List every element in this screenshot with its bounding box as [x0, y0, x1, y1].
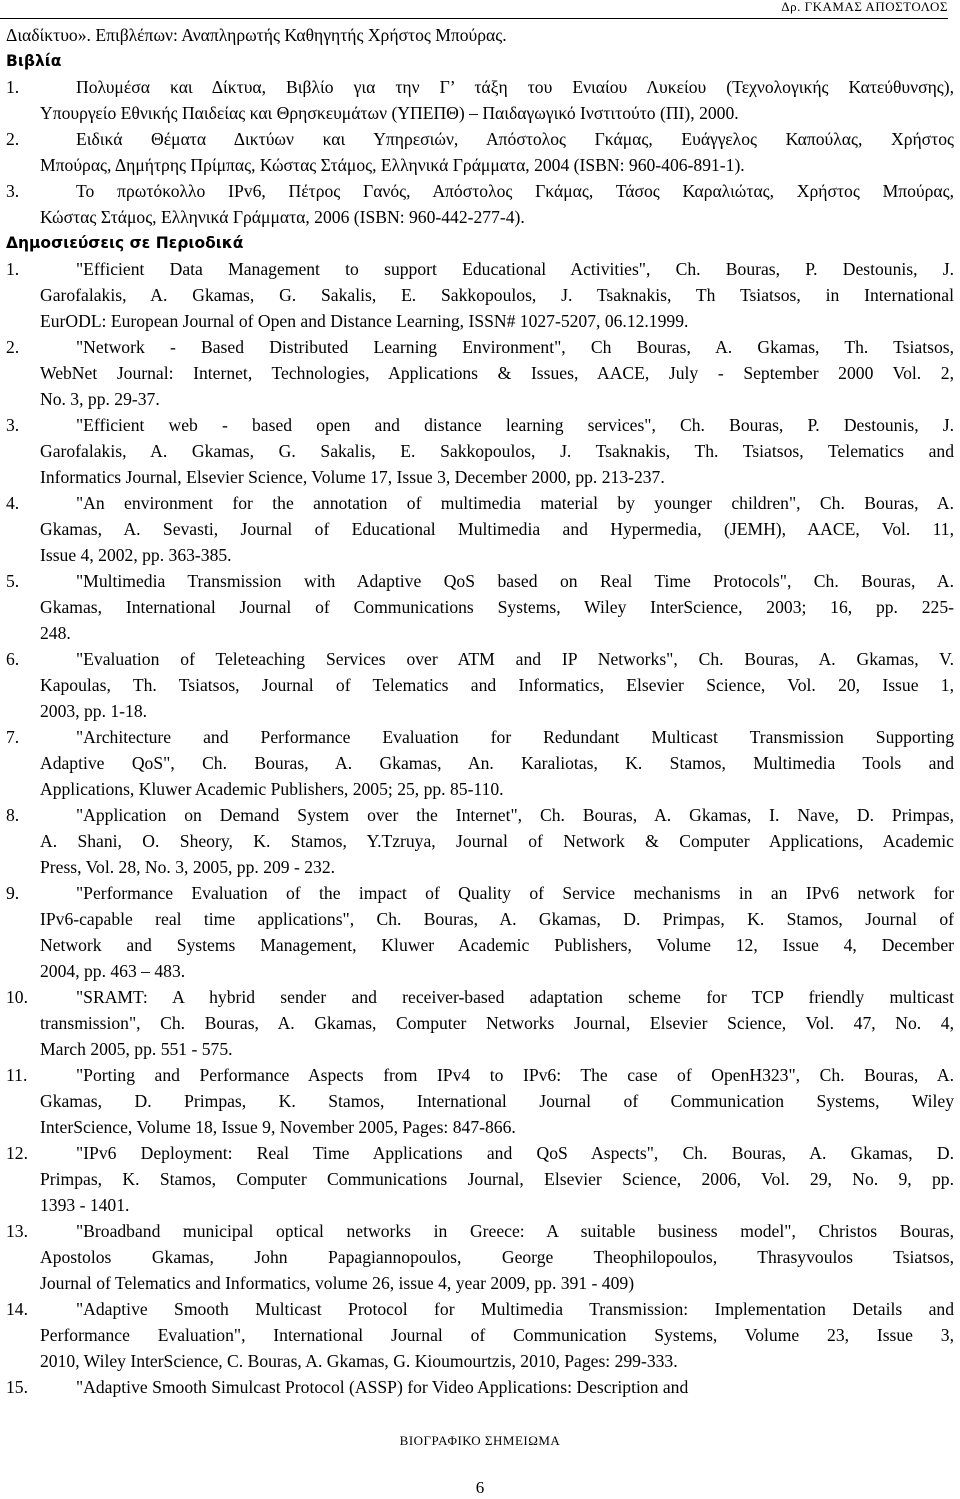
item-line: Ειδικά Θέματα Δικτύων και Υπηρεσιών, Απόστολος Γκάμας, Ευάγγελος Καπούλας, Χρήστος	[76, 129, 954, 149]
header-text: Δρ. ΓΚΑΜΑΣ ΑΠΟΣΤΟΛΟΣ	[781, 0, 948, 14]
item-line: 2004, pp. 463 – 483.	[40, 961, 186, 981]
item-line: Apostolos Gkamas, John Papagiannopoulos, George Theophilopoulos, Thrasyvoulos Tsiatsos,	[40, 1247, 954, 1267]
item-line: "Application on Demand System over the Internet", Ch. Bouras, A. Gkamas, I. Nave, D. Primpas,	[76, 805, 954, 825]
item-line: "Efficient web - based open and distance learning services", Ch. Bouras, P. Destounis, J.	[76, 415, 954, 435]
list-item	[6, 126, 954, 178]
item-line: Performance Evaluation", International Journal of Communication Systems, Volume 23, Issue 3,	[40, 1325, 954, 1345]
item-line: Πολυμέσα και Δίκτυα, Βιβλίο για την Γ’ τάξη του Ενιαίου Λυκείου (Τεχνολογικής Κατεύθυνσης),	[76, 77, 954, 97]
item-number: 4.	[6, 493, 20, 513]
item-line: "Performance Evaluation of the impact of Quality of Service mechanisms in an IPv6 network for	[76, 883, 954, 903]
item-number: 3.	[6, 415, 20, 435]
list-item	[6, 984, 954, 1062]
item-number: 5.	[6, 571, 20, 591]
item-line: "IPv6 Deployment: Real Time Applications and QoS Aspects", Ch. Bouras, A. Gkamas, D.	[76, 1143, 954, 1163]
journals-list	[6, 256, 954, 1400]
item-line: Garofalakis, A. Gkamas, G. Sakalis, E. Sakkopoulos, J. Tsaknakis, Th. Tsiatsos, Telematics and	[40, 441, 954, 461]
item-line: Primpas, K. Stamos, Computer Communications Journal, Elsevier Science, 2006, Vol. 29, No. 9, pp.	[40, 1169, 954, 1189]
item-line: Press, Vol. 28, No. 3, 2005, pp. 209 - 232.	[40, 857, 336, 877]
item-line: Adaptive QoS", Ch. Bouras, A. Gkamas, An. Karaliotas, K. Stamos, Multimedia Tools and	[40, 753, 954, 773]
list-item	[6, 1374, 954, 1400]
item-number: 1.	[6, 259, 20, 279]
item-line: "Efficient Data Management to support Educational Activities", Ch. Bouras, P. Destounis, J.	[76, 259, 954, 279]
item-line: "Network - Based Distributed Learning Environment", Ch Bouras, A. Gkamas, Th. Tsiatsos,	[76, 337, 954, 357]
item-line: InterScience, Volume 18, Issue 9, November 2005, Pages: 847-866.	[40, 1117, 516, 1137]
item-number: 2.	[6, 337, 20, 357]
list-item	[6, 178, 954, 230]
item-number: 2.	[6, 129, 20, 149]
intro-line: Διαδίκτυο». Επιβλέπων: Αναπληρωτής Καθηγητής Χρήστος Μπούρας.	[6, 25, 507, 45]
item-line: "Evaluation of Teleteaching Services over ATM and IP Networks", Ch. Bouras, A. Gkamas, V.	[76, 649, 954, 669]
item-line: Το πρωτόκολλο IPv6, Πέτρος Γανός, Απόστολος Γκάμας, Τάσος Καραλιώτας, Χρήστος Μπούρας,	[76, 181, 954, 201]
item-line: Μπούρας, Δημήτρης Πρίμπας, Κώστας Στάμος, Ελληνικά Γράμματα, 2004 (ISBN: 960-406-891-1).	[40, 155, 745, 175]
item-line: 1393 - 1401.	[40, 1195, 130, 1215]
item-line: IPv6-capable real time applications", Ch. Bouras, A. Gkamas, D. Primpas, K. Stamos, Journal of	[40, 909, 954, 929]
item-line: "Adaptive Smooth Multicast Protocol for Multimedia Transmission: Implementation Details and	[76, 1299, 954, 1319]
list-item	[6, 568, 954, 646]
list-item	[6, 412, 954, 490]
item-number: 15.	[6, 1377, 28, 1397]
page-number: 6	[475, 1478, 485, 1497]
list-item	[6, 74, 954, 126]
item-line: Issue 4, 2002, pp. 363-385.	[40, 545, 232, 565]
list-item	[6, 880, 954, 984]
item-number: 9.	[6, 883, 20, 903]
item-number: 12.	[6, 1143, 28, 1163]
item-line: Κώστας Στάμος, Ελληνικά Γράμματα, 2006 (ISBN: 960-442-277-4).	[40, 207, 525, 227]
item-line: "An environment for the annotation of multimedia material by younger children", Ch. Bouras, A.	[76, 493, 954, 513]
item-line: Gkamas, International Journal of Communications Systems, Wiley InterScience, 2003; 16, pp. 225-	[40, 597, 954, 617]
item-number: 13.	[6, 1221, 28, 1241]
list-item	[6, 1218, 954, 1296]
running-header	[0, 0, 948, 19]
item-line: Υπουργείο Εθνικής Παιδείας και Θρησκευμάτων (ΥΠΕΠΘ) – Παιδαγωγικό Ινστιτούτο (ΠΙ), 2000.	[40, 103, 739, 123]
journals-heading: Δημοσιεύσεις σε Περιοδικά	[6, 234, 244, 252]
item-line: "SRAMT: A hybrid sender and receiver-based adaptation scheme for TCP friendly multicast	[76, 987, 954, 1007]
item-line: Garofalakis, A. Gkamas, G. Sakalis, E. Sakkopoulos, J. Tsaknakis, Th Tsiatsos, in International	[40, 285, 954, 305]
list-item	[6, 1296, 954, 1374]
item-line: Applications, Kluwer Academic Publishers, 2005; 25, pp. 85-110.	[40, 779, 504, 799]
item-number: 8.	[6, 805, 20, 825]
item-number: 11.	[6, 1065, 28, 1085]
item-line: Journal of Telematics and Informatics, volume 26, issue 4, year 2009, pp. 391 - 409)	[40, 1273, 635, 1293]
item-number: 10.	[6, 987, 28, 1007]
item-line: Kapoulas, Th. Tsiatsos, Journal of Telematics and Informatics, Elsevier Science, Vol. 20, Issue 1,	[40, 675, 954, 695]
list-item	[6, 724, 954, 802]
item-line: "Broadband municipal optical networks in Greece: A suitable business model", Christos Bouras,	[76, 1221, 954, 1241]
item-line: transmission", Ch. Bouras, A. Gkamas, Computer Networks Journal, Elsevier Science, Vol. 47, No. 4,	[40, 1013, 954, 1033]
item-line: Gkamas, D. Primpas, K. Stamos, International Journal of Communication Systems, Wiley	[40, 1091, 954, 1111]
item-line: 248.	[40, 623, 71, 643]
item-line: March 2005, pp. 551 - 575.	[40, 1039, 233, 1059]
item-line: WebNet Journal: Internet, Technologies, Applications & Issues, AACE, July - September 2000 Vol. 2,	[40, 363, 954, 383]
item-line: No. 3, pp. 29-37.	[40, 389, 160, 409]
item-number: 1.	[6, 77, 20, 97]
item-line: "Adaptive Smooth Simulcast Protocol (ASSP) for Video Applications: Description and	[76, 1377, 689, 1397]
list-item	[6, 1140, 954, 1218]
list-item	[6, 802, 954, 880]
item-line: 2003, pp. 1-18.	[40, 701, 148, 721]
item-line: "Porting and Performance Aspects from IPv4 to IPv6: The case of OpenH323", Ch. Bouras, A.	[76, 1065, 954, 1085]
books-heading: Βιβλία	[6, 52, 62, 70]
list-item	[6, 334, 954, 412]
list-item	[6, 490, 954, 568]
item-line: Gkamas, A. Sevasti, Journal of Educational Multimedia and Hypermedia, (JEMH), AACE, Vol. 11,	[40, 519, 954, 539]
books-list	[6, 74, 954, 230]
running-footer: ΒΙΟΓΡΑΦΙΚΟ ΣΗΜΕΙΩΜΑ	[399, 1433, 561, 1448]
item-number: 6.	[6, 649, 20, 669]
item-line: "Architecture and Performance Evaluation for Redundant Multicast Transmission Supporting	[76, 727, 954, 747]
item-number: 3.	[6, 181, 20, 201]
item-line: 2010, Wiley InterScience, C. Bouras, A. Gkamas, G. Kioumourtzis, 2010, Pages: 299-333.	[40, 1351, 678, 1371]
list-item	[6, 256, 954, 334]
item-line: EurODL: European Journal of Open and Distance Learning, ISSN# 1027-5207, 06.12.1999.	[40, 311, 689, 331]
item-line: Network and Systems Management, Kluwer Academic Publishers, Volume 12, Issue 4, December	[40, 935, 954, 955]
list-item	[6, 646, 954, 724]
item-number: 7.	[6, 727, 20, 747]
item-line: A. Shani, O. Sheory, K. Stamos, Y.Tzruya, Journal of Network & Computer Applications, Academic	[40, 831, 954, 851]
item-line: Informatics Journal, Elsevier Science, Volume 17, Issue 3, December 2000, pp. 213-237.	[40, 467, 665, 487]
page-content	[6, 22, 954, 1400]
item-line: "Multimedia Transmission with Adaptive QoS based on Real Time Protocols", Ch. Bouras, A.	[76, 571, 954, 591]
item-number: 14.	[6, 1299, 28, 1319]
list-item	[6, 1062, 954, 1140]
